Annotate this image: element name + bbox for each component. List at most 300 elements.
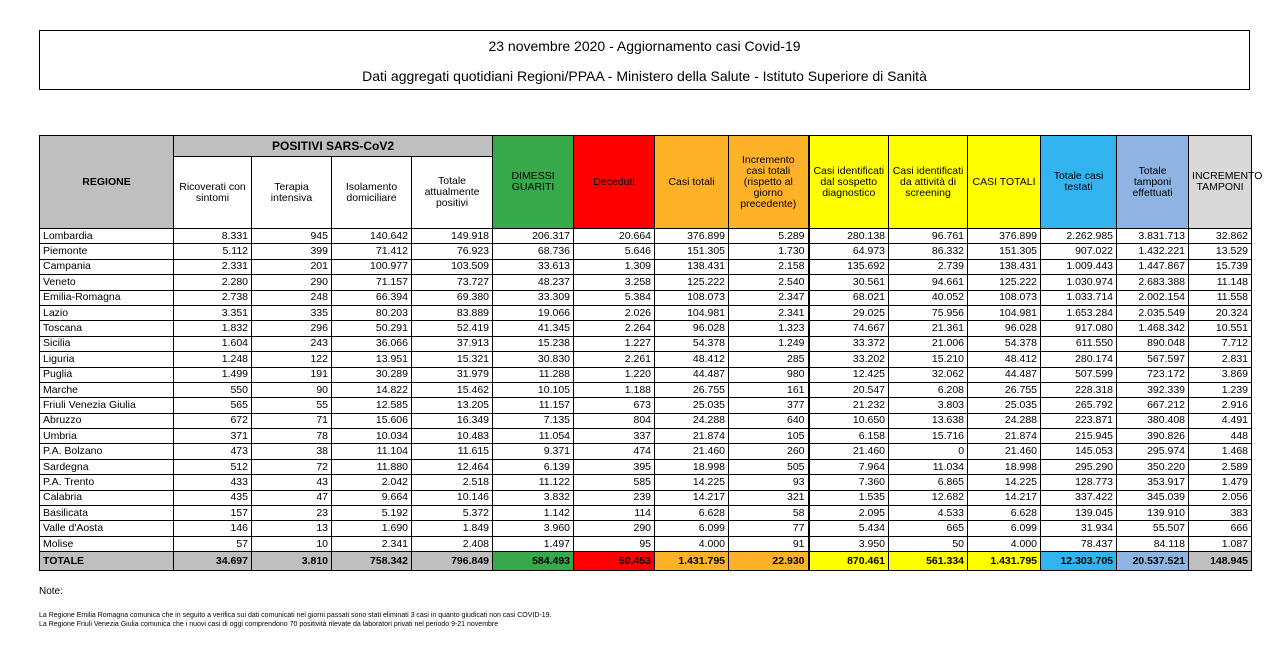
table-cell: 1.730 [729,244,809,259]
covid-data-table [39,135,1263,571]
table-cell: 25.035 [968,398,1041,413]
table-row [40,536,1252,551]
table-cell: 10 [252,536,332,551]
table-cell: 15.716 [889,429,968,444]
table-cell: 1.142 [493,506,574,521]
table-cell: 296 [252,321,332,336]
table-cell: 435 [174,490,252,505]
report-title: 23 novembre 2020 - Aggiornamento casi Covid-19 [488,38,801,54]
table-cell: 215.945 [1041,429,1117,444]
table-cell: 350.220 [1117,459,1189,474]
table-cell: 667.212 [1117,398,1189,413]
col-header-incremento-tamponi: INCREMENTO TAMPONI [1189,136,1252,229]
table-cell: 10.105 [493,382,574,397]
table-row [40,429,1252,444]
table-cell: 15.462 [412,382,493,397]
region-name-cell: Puglia [40,367,174,382]
table-cell: 2.095 [809,506,889,521]
col-header-testati: Totale casi testati [1041,136,1117,229]
table-row [40,459,1252,474]
table-row [40,506,1252,521]
table-row [40,275,1252,290]
table-cell: 122 [252,352,332,367]
region-name-cell: P.A. Bolzano [40,444,174,459]
table-cell: 2.831 [1189,352,1252,367]
table-cell: 565 [174,398,252,413]
region-name-cell: P.A. Trento [40,475,174,490]
table-cell: 376.899 [968,229,1041,244]
table-cell: 2.035.549 [1117,305,1189,320]
table-cell: 2.408 [412,536,493,551]
table-cell: 376.899 [655,229,729,244]
table-cell: 11.148 [1189,275,1252,290]
table-cell: 672 [174,413,252,428]
table-cell: 1.009.443 [1041,259,1117,274]
table-cell: 41.345 [493,321,574,336]
table-cell: 5.372 [412,506,493,521]
table-cell: 6.139 [493,459,574,474]
region-name-cell: Sardegna [40,459,174,474]
table-cell: 3.803 [889,398,968,413]
table-cell: 11.122 [493,475,574,490]
table-cell: 69.380 [412,290,493,305]
table-cell: 3.950 [809,536,889,551]
table-cell: 21.460 [809,444,889,459]
col-header-casi-totali-caps: CASI TOTALI [968,136,1041,229]
table-cell: 33.613 [493,259,574,274]
table-row [40,259,1252,274]
table-cell: 1.087 [1189,536,1252,551]
table-cell: 93 [729,475,809,490]
table-cell: 295.974 [1117,444,1189,459]
table-cell: 55.507 [1117,521,1189,536]
table-cell: 44.487 [968,367,1041,382]
table-cell: 2.280 [174,275,252,290]
table-cell: 280.174 [1041,352,1117,367]
table-cell: 1.188 [574,382,655,397]
table-cell: 12.682 [889,490,968,505]
table-cell: 2.056 [1189,490,1252,505]
col-header-deceduti: Deceduti [574,136,655,229]
table-cell: 38 [252,444,332,459]
table-cell: 1.220 [574,367,655,382]
table-cell: 980 [729,367,809,382]
table-cell: 31.934 [1041,521,1117,536]
table-cell: 223.871 [1041,413,1117,428]
table-row [40,321,1252,336]
table-cell: 666 [1189,521,1252,536]
table-row [40,336,1252,351]
table-cell: 392.339 [1117,382,1189,397]
table-cell: 390.826 [1117,429,1189,444]
table-cell: 383 [1189,506,1252,521]
table-cell: 33.309 [493,290,574,305]
table-cell: 125.222 [968,275,1041,290]
table-cell: 2.042 [332,475,412,490]
table-cell: 2.002.154 [1117,290,1189,305]
table-row [40,352,1252,367]
table-row [40,398,1252,413]
table-cell: 4.000 [655,536,729,551]
table-cell: 6.865 [889,475,968,490]
total-cell: 758.342 [332,552,412,571]
table-cell: 139.045 [1041,506,1117,521]
table-cell: 13.638 [889,413,968,428]
table-cell: 75.956 [889,305,968,320]
table-cell: 2.739 [889,259,968,274]
table-cell: 5.192 [332,506,412,521]
table-cell: 512 [174,459,252,474]
table-cell: 2.589 [1189,459,1252,474]
table-cell: 550 [174,382,252,397]
table-cell: 2.261 [574,352,655,367]
table-cell: 40.052 [889,290,968,305]
table-cell: 1.227 [574,336,655,351]
table-cell: 673 [574,398,655,413]
table-cell: 50 [889,536,968,551]
table-cell: 6.099 [968,521,1041,536]
table-cell: 96.028 [968,321,1041,336]
table-row [40,413,1252,428]
table-cell: 260 [729,444,809,459]
table-cell: 3.869 [1189,367,1252,382]
region-name-cell: Friuli Venezia Giulia [40,398,174,413]
table-cell: 6.158 [809,429,889,444]
table-cell: 507.599 [1041,367,1117,382]
table-cell: 285 [729,352,809,367]
table-cell: 890.048 [1117,336,1189,351]
table-cell: 135.692 [809,259,889,274]
table-cell: 145.053 [1041,444,1117,459]
table-cell: 25.035 [655,398,729,413]
table-body [40,229,1252,571]
table-cell: 21.460 [655,444,729,459]
table-cell: 1.033.714 [1041,290,1117,305]
table-cell: 36.066 [332,336,412,351]
table-cell: 1.497 [493,536,574,551]
region-name-cell: Veneto [40,275,174,290]
table-row [40,382,1252,397]
table-cell: 13.951 [332,352,412,367]
table-cell: 13.205 [412,398,493,413]
table-row [40,367,1252,382]
group-header-positivi: POSITIVI SARS-CoV2 [174,136,493,157]
notes-heading: Note: [39,586,63,597]
table-cell: 228.318 [1041,382,1117,397]
table-cell: 248 [252,290,332,305]
table-cell: 345.039 [1117,490,1189,505]
table-cell: 9.371 [493,444,574,459]
table-cell: 917.080 [1041,321,1117,336]
table-cell: 201 [252,259,332,274]
table-cell: 77 [729,521,809,536]
region-name-cell: Piemonte [40,244,174,259]
table-cell: 105 [729,429,809,444]
region-name-cell: Lazio [40,305,174,320]
table-cell: 21.232 [809,398,889,413]
table-cell: 125.222 [655,275,729,290]
table-cell: 321 [729,490,809,505]
col-header-dimessi: DIMESSI GUARITI [493,136,574,229]
table-cell: 6.208 [889,382,968,397]
table-cell: 585 [574,475,655,490]
table-cell: 3.832 [493,490,574,505]
col-header-tamponi: Totale tamponi effettuati [1117,136,1189,229]
table-cell: 337.422 [1041,490,1117,505]
table-cell: 3.960 [493,521,574,536]
table-cell: 399 [252,244,332,259]
table-cell: 68.736 [493,244,574,259]
table-cell: 1.468.342 [1117,321,1189,336]
table-cell: 47 [252,490,332,505]
table-row [40,244,1252,259]
table-cell: 640 [729,413,809,428]
table-cell: 4.491 [1189,413,1252,428]
table-cell: 371 [174,429,252,444]
table-cell: 945 [252,229,332,244]
table-cell: 7.712 [1189,336,1252,351]
table-row [40,521,1252,536]
table-cell: 19.066 [493,305,574,320]
total-cell: 34.697 [174,552,252,571]
total-label-cell: TOTALE [40,552,174,571]
table-cell: 64.973 [809,244,889,259]
col-header-isolamento: Isolamento domiciliare [332,157,412,229]
table-cell: 30.561 [809,275,889,290]
table-cell: 1.479 [1189,475,1252,490]
table-cell: 146 [174,521,252,536]
table-cell: 1.447.867 [1117,259,1189,274]
table-cell: 96.028 [655,321,729,336]
region-name-cell: Umbria [40,429,174,444]
total-cell: 3.810 [252,552,332,571]
table-cell: 20.547 [809,382,889,397]
table-cell: 66.394 [332,290,412,305]
table-cell: 76.923 [412,244,493,259]
table-cell: 395 [574,459,655,474]
table-cell: 48.237 [493,275,574,290]
table-cell: 11.054 [493,429,574,444]
region-name-cell: Molise [40,536,174,551]
table-row [40,229,1252,244]
table-cell: 94.661 [889,275,968,290]
table-cell: 13 [252,521,332,536]
table-cell: 11.034 [889,459,968,474]
table-cell: 15.739 [1189,259,1252,274]
table-cell: 48.412 [968,352,1041,367]
region-name-cell: Basilicata [40,506,174,521]
table-cell: 290 [252,275,332,290]
table-cell: 11.288 [493,367,574,382]
table-cell: 90 [252,382,332,397]
region-name-cell: Marche [40,382,174,397]
table-cell: 20.664 [574,229,655,244]
table-row [40,290,1252,305]
table-cell: 2.341 [729,305,809,320]
table-cell: 128.773 [1041,475,1117,490]
table-cell: 6.628 [655,506,729,521]
table-cell: 10.483 [412,429,493,444]
table-cell: 149.918 [412,229,493,244]
region-name-cell: Lombardia [40,229,174,244]
table-cell: 138.431 [655,259,729,274]
total-cell: 796.849 [412,552,493,571]
table-cell: 14.225 [655,475,729,490]
table-cell: 1.239 [1189,382,1252,397]
table-cell: 23 [252,506,332,521]
table-cell: 74.667 [809,321,889,336]
region-name-cell: Liguria [40,352,174,367]
col-header-screening: Casi identificati da attività di screening [889,136,968,229]
table-cell: 433 [174,475,252,490]
region-name-cell: Abruzzo [40,413,174,428]
table-cell: 18.998 [655,459,729,474]
total-cell: 584.493 [493,552,574,571]
table-cell: 72 [252,459,332,474]
table-cell: 33.202 [809,352,889,367]
table-cell: 37.913 [412,336,493,351]
table-row [40,305,1252,320]
region-name-cell: Emilia-Romagna [40,290,174,305]
table-cell: 78.437 [1041,536,1117,551]
table-cell: 11.615 [412,444,493,459]
col-header-incremento-casi: Incremento casi totali (rispetto al giorno precedente) [729,136,809,229]
table-cell: 353.917 [1117,475,1189,490]
table-cell: 100.977 [332,259,412,274]
table-cell: 12.464 [412,459,493,474]
table-cell: 14.217 [968,490,1041,505]
table-cell: 139.910 [1117,506,1189,521]
table-cell: 58 [729,506,809,521]
col-header-region: REGIONE [40,136,174,229]
table-cell: 24.288 [655,413,729,428]
table-row [40,490,1252,505]
table-cell: 16.349 [412,413,493,428]
table-cell: 84.118 [1117,536,1189,551]
table-cell: 26.755 [655,382,729,397]
table-cell: 2.341 [332,536,412,551]
table-cell: 57 [174,536,252,551]
table-cell: 140.642 [332,229,412,244]
table-cell: 567.597 [1117,352,1189,367]
table-cell: 2.262.985 [1041,229,1117,244]
table-cell: 448 [1189,429,1252,444]
table-cell: 48.412 [655,352,729,367]
table-cell: 1.832 [174,321,252,336]
table-cell: 50.291 [332,321,412,336]
table-cell: 44.487 [655,367,729,382]
total-row [40,552,1252,571]
table-cell: 15.321 [412,352,493,367]
table-cell: 265.792 [1041,398,1117,413]
table-cell: 4.533 [889,506,968,521]
table-cell: 1.468 [1189,444,1252,459]
table-cell: 54.378 [655,336,729,351]
table-cell: 1.030.974 [1041,275,1117,290]
table-cell: 2.347 [729,290,809,305]
table-cell: 12.585 [332,398,412,413]
total-cell: 561.334 [889,552,968,571]
table-cell: 103.509 [412,259,493,274]
total-cell: 12.303.705 [1041,552,1117,571]
table-cell: 73.727 [412,275,493,290]
table-row [40,475,1252,490]
table-cell: 1.323 [729,321,809,336]
table-cell: 26.755 [968,382,1041,397]
total-cell: 22.930 [729,552,809,571]
total-cell: 1.431.795 [968,552,1041,571]
table-cell: 280.138 [809,229,889,244]
region-name-cell: Calabria [40,490,174,505]
table-cell: 15.238 [493,336,574,351]
table-cell: 29.025 [809,305,889,320]
table-cell: 108.073 [968,290,1041,305]
table-cell: 206.317 [493,229,574,244]
table-cell: 6.099 [655,521,729,536]
table-cell: 21.361 [889,321,968,336]
col-header-sospetto: Casi identificati dal sospetto diagnostico [809,136,889,229]
table-cell: 32.862 [1189,229,1252,244]
table-cell: 54.378 [968,336,1041,351]
table-cell: 473 [174,444,252,459]
table-cell: 30.289 [332,367,412,382]
table-cell: 505 [729,459,809,474]
table-cell: 1.249 [729,336,809,351]
table-cell: 5.112 [174,244,252,259]
region-name-cell: Campania [40,259,174,274]
col-header-ricoverati: Ricoverati con sintomi [174,157,252,229]
table-cell: 11.157 [493,398,574,413]
table-cell: 665 [889,521,968,536]
table-cell: 7.135 [493,413,574,428]
table-cell: 78 [252,429,332,444]
table-cell: 3.351 [174,305,252,320]
table-cell: 2.738 [174,290,252,305]
table-cell: 71.157 [332,275,412,290]
region-name-cell: Sicilia [40,336,174,351]
table-cell: 71.412 [332,244,412,259]
table-cell: 1.690 [332,521,412,536]
table-cell: 161 [729,382,809,397]
table-cell: 52.419 [412,321,493,336]
table-cell: 91 [729,536,809,551]
col-header-totale-positivi: Totale attualmente positivi [412,157,493,229]
table-cell: 20.324 [1189,305,1252,320]
table-cell: 12.425 [809,367,889,382]
table-cell: 3.831.713 [1117,229,1189,244]
region-name-cell: Toscana [40,321,174,336]
table-cell: 191 [252,367,332,382]
table-cell: 2.026 [574,305,655,320]
table-cell: 2.331 [174,259,252,274]
table-cell: 611.550 [1041,336,1117,351]
table-cell: 43 [252,475,332,490]
table-cell: 243 [252,336,332,351]
table-cell: 21.874 [968,429,1041,444]
table-cell: 1.432.221 [1117,244,1189,259]
table-cell: 1.653.284 [1041,305,1117,320]
table-cell: 21.874 [655,429,729,444]
table-cell: 1.309 [574,259,655,274]
table-cell: 31.979 [412,367,493,382]
table-cell: 1.849 [412,521,493,536]
note-line: La Regione Emilia Romagna comunica che in seguito a verifica sui dati comunicati nei giorni passati sono stati eliminati 3 casi in quanto giudicati non casi COVID-19. [39,612,552,619]
report-header [39,30,1250,90]
table-cell: 377 [729,398,809,413]
table-cell: 290 [574,521,655,536]
region-name-cell: Valle d'Aosta [40,521,174,536]
table-cell: 68.021 [809,290,889,305]
